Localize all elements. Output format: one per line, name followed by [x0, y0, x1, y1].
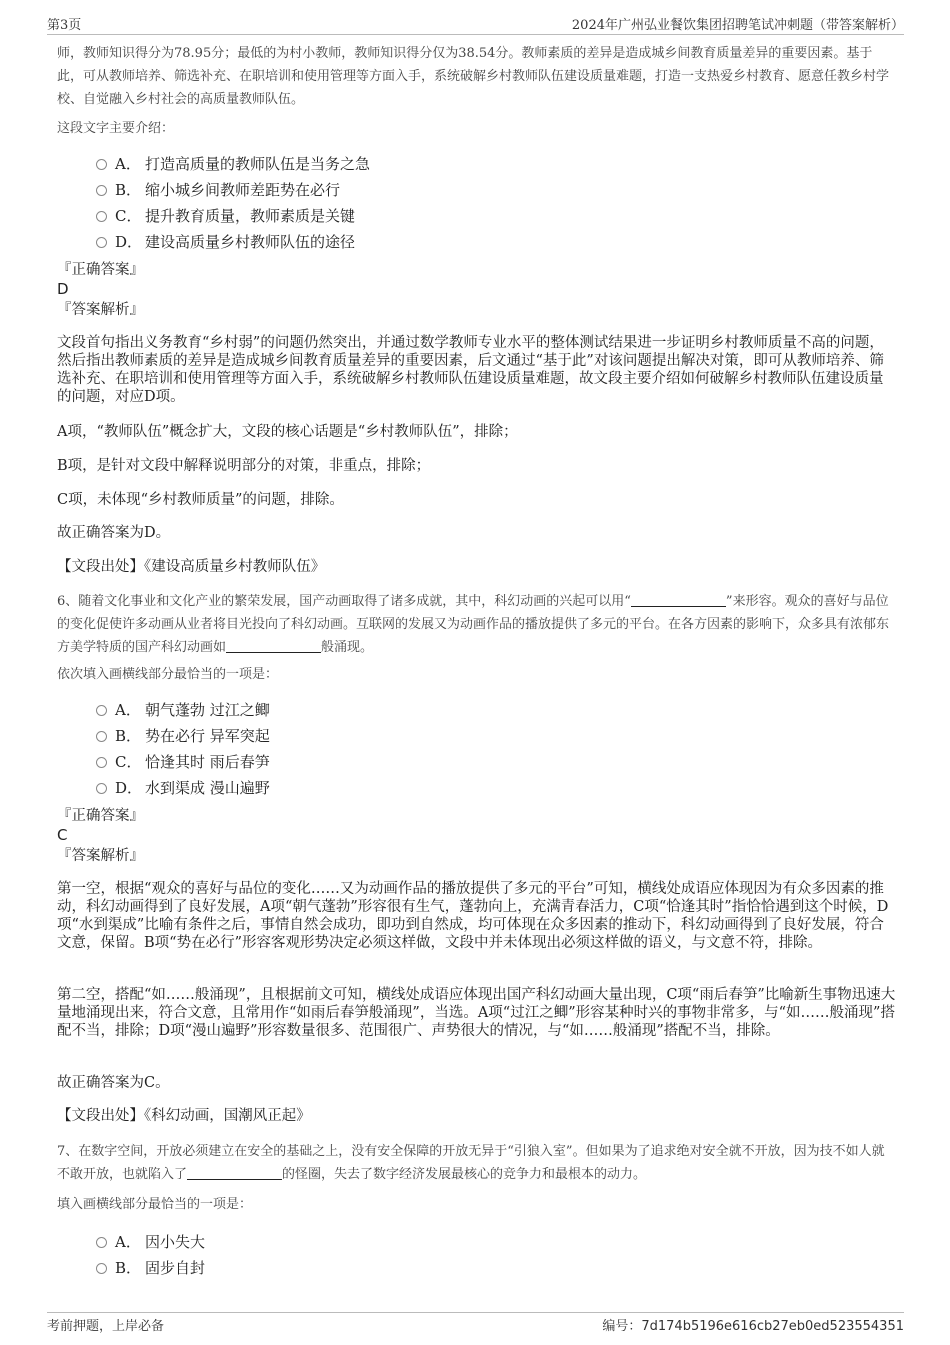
q6-answer-label: 『正确答案』	[57, 808, 144, 824]
radio-icon[interactable]	[96, 185, 107, 196]
q6-option-b[interactable]: B． 势在必行 异军突起	[96, 726, 270, 746]
radio-icon[interactable]	[96, 237, 107, 248]
radio-icon[interactable]	[96, 1263, 107, 1274]
q5-option-b[interactable]: B． 缩小城乡间教师差距势在必行	[96, 180, 340, 200]
page-header	[47, 12, 904, 35]
q5-analysis-paragraph: C项，未体现“乡村教师质量”的问题，排除。	[57, 492, 344, 508]
q5-option-c[interactable]: C． 提升教育质量，教师素质是关键	[96, 206, 355, 226]
fill-blank	[631, 593, 726, 607]
q6-analysis-paragraph: 第一空，根据“观众的喜好与品位的变化……又为动画作品的播放提供了多元的平台”可知，横线处成语应体现因为有众多因素的推动，科幻动画得到了良好发展，A项“朝气蓬勃”形容很有生气，蓬勃向上，充满青春活力，C项“恰逢其时”指恰恰遇到这个时候，D项“水到渠成”比喻有条件之后，事情自然会成功，即功到自然成，均可体现在众多因素的推动下，科幻动画得到了良好发展，符合文意，保留。B项“势在必行”形容客观形势决定必须这样做，文段中并未体现出必须这样做的语义，与文意不符，排除。	[57, 881, 889, 951]
radio-icon[interactable]	[96, 159, 107, 170]
fill-blank	[187, 1166, 282, 1180]
q5-prompt: 这段文字主要介绍：	[57, 121, 175, 136]
page-footer	[47, 1312, 904, 1335]
q6-prompt: 依次填入画横线部分最恰当的一项是：	[57, 667, 279, 682]
q5-passage: 师，教师知识得分为78.95分；最低的为村小教师，教师知识得分仅为38.54分。教师素质的差异是造成城乡间教育质量差异的重要因素。基于此，可从教师培养、筛选补充、在职培训和使用管理等方面入手，系统破解乡村教师队伍建设质量难题，打造一支热爱乡村教育、愿意任教乡村学校、自觉融入乡村社会的高质量教师队伍。	[57, 46, 890, 107]
radio-icon[interactable]	[96, 211, 107, 222]
q6-analysis-label: 『答案解析』	[57, 848, 144, 864]
q6-option-a[interactable]: A． 朝气蓬勃 过江之鲫	[96, 700, 270, 720]
q6-stem: 6、随着文化事业和文化产业的繁荣发展，国产动画取得了诸多成就，其中，科幻动画的兴起可以用“ ”来形容。观众的喜好与品位的变化促使许多动画从业者将目光投向了科幻动画。互联网的发展又为动画作品的播放提供了多元的平台。在各方因素的影响下，众多具有浓郁东方美学特质的国产科幻动画如 般涌现。	[57, 594, 890, 655]
page-number: 第3页	[47, 18, 82, 33]
q5-analysis-paragraph: 文段首句指出义务教育“乡村弱”的问题仍然突出，并通过数学教师专业水平的整体测试结果进一步证明乡村教师质量不高的问题，然后指出教师素质的差异是造成城乡间教育质量差异的重要因素，后文通过“基于此”对该问题提出解决对策，即可从教师培养、筛选补充、在职培训和使用管理等方面入手，系统破解乡村教师队伍建设质量难题，故文段主要介绍如何破解乡村教师队伍建设质量的问题，对应D项。	[57, 335, 884, 405]
q5-conclusion: 故正确答案为D。	[57, 525, 171, 541]
q7-stem: 7、在数字空间，开放必须建立在安全的基础之上，没有安全保障的开放无异于“引狼入室”。但如果为了追求绝对安全就不开放，因为技不如人就不敢开放，也就陷入了 的怪圈，失去了数字经济发展最核心的竞争力和最根本的动力。	[57, 1144, 885, 1182]
q6-option-c[interactable]: C． 恰逢其时 雨后春笋	[96, 752, 270, 772]
q6-conclusion: 故正确答案为C。	[57, 1075, 170, 1091]
fill-blank	[226, 639, 321, 653]
footer-slogan: 考前押题，上岸必备	[47, 1319, 165, 1334]
q6-source: 【文段出处】《科幻动画，国潮风正起》	[57, 1108, 311, 1124]
radio-icon[interactable]	[96, 1237, 107, 1248]
q6-option-d[interactable]: D． 水到渠成 漫山遍野	[96, 778, 270, 798]
q7-option-b[interactable]: B． 固步自封	[96, 1258, 205, 1278]
q5-analysis-paragraph: A项，“教师队伍”概念扩大，文段的核心话题是“乡村教师队伍”，排除；	[57, 424, 518, 440]
q5-analysis-label: 『答案解析』	[57, 302, 144, 318]
q7-option-a[interactable]: A． 因小失大	[96, 1232, 205, 1252]
q5-source: 【文段出处】《建设高质量乡村教师队伍》	[57, 559, 326, 575]
q6-analysis-paragraph: 第二空，搭配“如……般涌现”，且根据前文可知，横线处成语应体现出国产科幻动画大量出现，C项“雨后春笋”比喻新生事物迅速大量地涌现出来，符合文意，且常用作“如雨后春笋般涌现”，当选。A项“过江之鲫”形容某种时兴的事物非常多，与“如……般涌现”搭配不当，排除；D项“漫山遍野”形容数量很多、范围很广、声势很大的情况，与“如……般涌现”搭配不当，排除。	[57, 987, 896, 1039]
radio-icon[interactable]	[96, 731, 107, 742]
q5-answer: D	[57, 280, 69, 298]
document-title: 2024年广州弘业餐饮集团招聘笔试冲刺题（带答案解析）	[571, 18, 904, 33]
q5-analysis-paragraph: B项，是针对文段中解释说明部分的对策，非重点，排除；	[57, 458, 431, 474]
q7-prompt: 填入画横线部分最恰当的一项是：	[57, 1197, 253, 1212]
q5-answer-label: 『正确答案』	[57, 262, 144, 278]
radio-icon[interactable]	[96, 705, 107, 716]
radio-icon[interactable]	[96, 783, 107, 794]
q5-option-a[interactable]: A． 打造高质量的教师队伍是当务之急	[96, 154, 370, 174]
q6-answer: C	[57, 826, 68, 844]
q5-option-d[interactable]: D． 建设高质量乡村教师队伍的途径	[96, 232, 355, 252]
radio-icon[interactable]	[96, 757, 107, 768]
document-code: 编号：7d174b5196e616cb27eb0ed523554351	[602, 1319, 904, 1334]
